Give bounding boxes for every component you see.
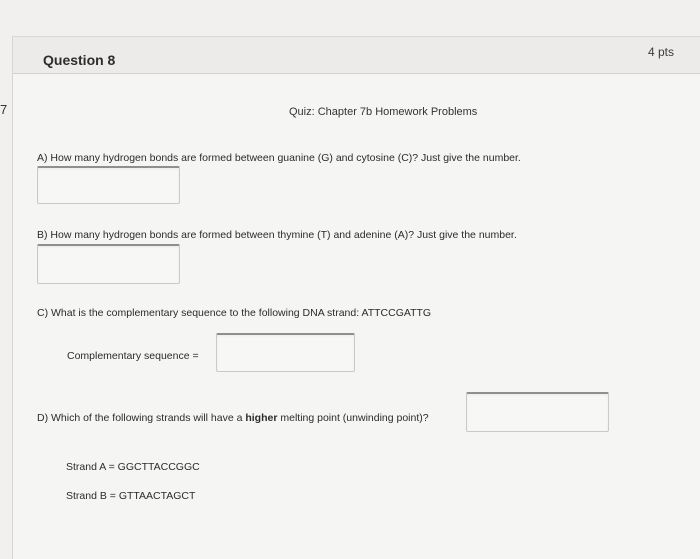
question-a-prompt: A) How many hydrogen bonds are formed between guanine (G) and cytosine (C)? Just give the number. — [37, 152, 521, 164]
answer-d-input[interactable] — [466, 392, 609, 432]
answer-b-input[interactable] — [37, 244, 180, 284]
question-header — [13, 37, 700, 74]
question-d-prompt: D) Which of the following strands will have a higher melting point (unwinding point)? — [37, 412, 429, 424]
quiz-title: Quiz: Chapter 7b Homework Problems — [289, 106, 478, 118]
complementary-sequence-label: Complementary sequence = — [67, 350, 199, 362]
points-label: 4 pts — [647, 45, 674, 59]
strand-b-text: Strand B = GTTAACTAGCT — [66, 490, 196, 502]
complementary-sequence-input[interactable] — [216, 333, 355, 372]
question-c-prompt: C) What is the complementary sequence to the following DNA strand: ATTCCGATTG — [37, 307, 432, 319]
question-b-prompt: B) How many hydrogen bonds are formed between thymine (T) and adenine (A)? Just give the number. — [37, 229, 517, 241]
side-number: 7 — [0, 102, 8, 117]
answer-a-input[interactable] — [37, 166, 180, 204]
strand-a-text: Strand A = GGCTTACCGGC — [66, 461, 200, 473]
question-title: Question 8 — [43, 52, 116, 68]
